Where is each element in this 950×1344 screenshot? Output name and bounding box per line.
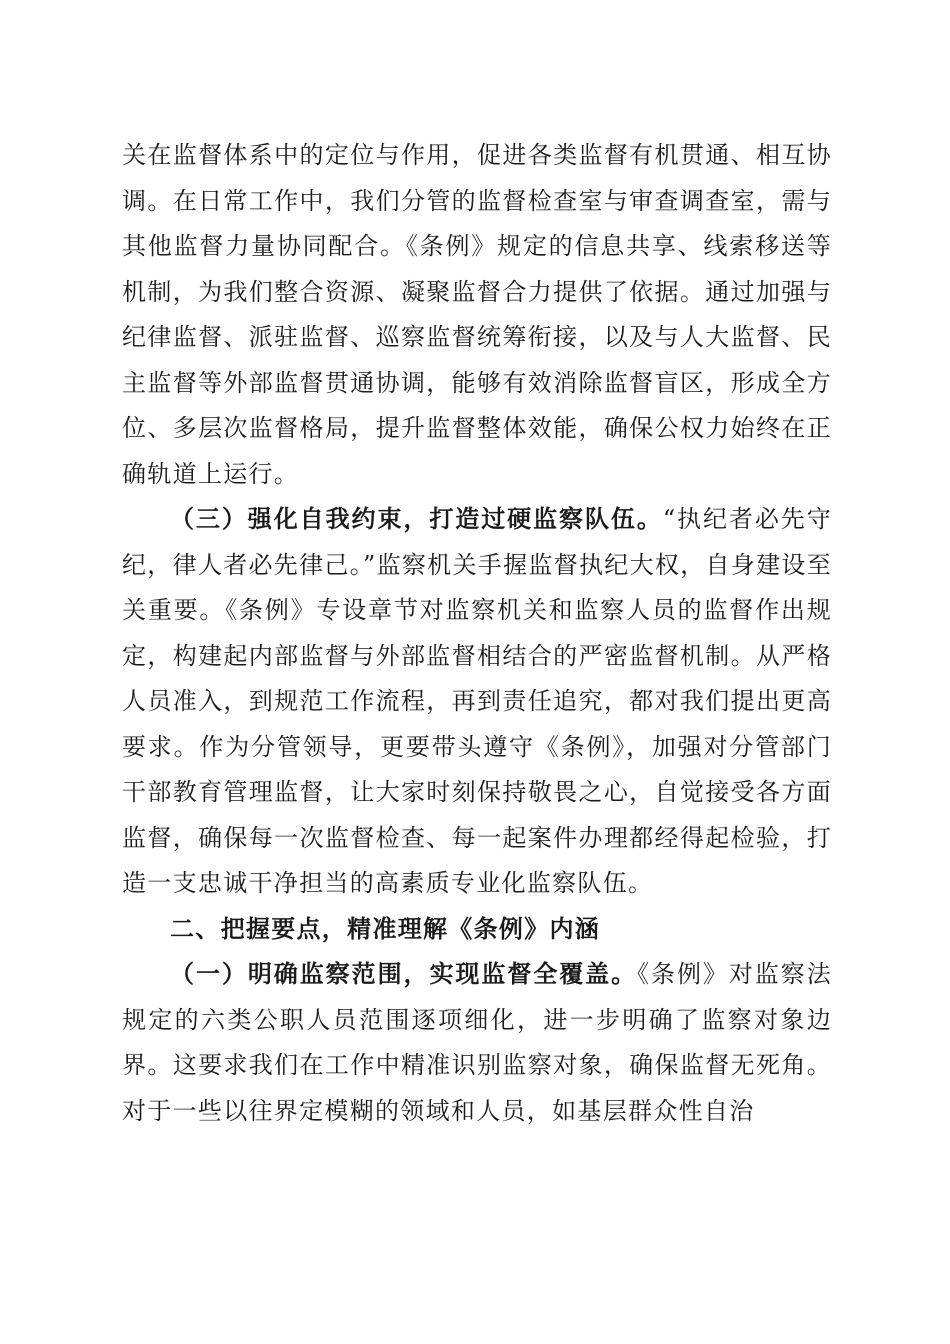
paragraph-subsection-1 [122,952,832,1134]
paragraph-body: “执纪者必先守纪，律人者必先律己。”监察机关手握监督执纪大权，自身建设至关重要。《条例》专设章节对监察机关和监察人员的监督作出规定，构建起内部监督与外部监督相结合的严密监督机制。从严格人员准入，到规范工作流程，再到责任追究，都对我们提出更高要求。作为分管领导，更要带头遵守《条例》，加强对分管部门干部教育管理监督，让大家时刻保持敬畏之心，自觉接受各方面监督，确保每一次监督检查、每一起案件办理都经得起检验，打造一支忠诚干净担当的高素质专业化监察队伍。 [122,505,833,897]
section-heading: 二、把握要点，精准理解《条例》内涵 [170,914,601,943]
paragraph-continued: 关在监督体系中的定位与作用，促进各类监督有机贯通、相互协调。在日常工作中，我们分管的监督检查室与审查调查室，需与其他监督力量协同配合。《条例》规定的信息共享、线索移送等机制，为我们整合资源、凝聚监督合力提供了依据。通过加强与纪律监督、派驻监督、巡察监督统筹衔接，以及与人大监督、民主监督等外部监督贯通协调，能够有效消除监督盲区，形成全方位、多层次监督格局，提升监督整体效能，确保公权力始终在正确轨道上运行。 [122,141,832,488]
document-body [122,133,832,1134]
paragraph-lead-heading: （三）强化自我约束，打造过硬监察队伍。 [170,505,663,533]
paragraph-body: 《条例》对监察法规定的六类公职人员范围逐项细化，进一步明确了监察对象边界。这要求我们在工作中精准识别监察对象，确保监督无死角。对于一些以往界定模糊的领域和人员，如基层群众性自治 [122,960,832,1125]
paragraph-lead-heading: （一）明确监察范围，实现监督全覆盖。 [170,960,638,988]
paragraph-section-3 [122,497,832,907]
